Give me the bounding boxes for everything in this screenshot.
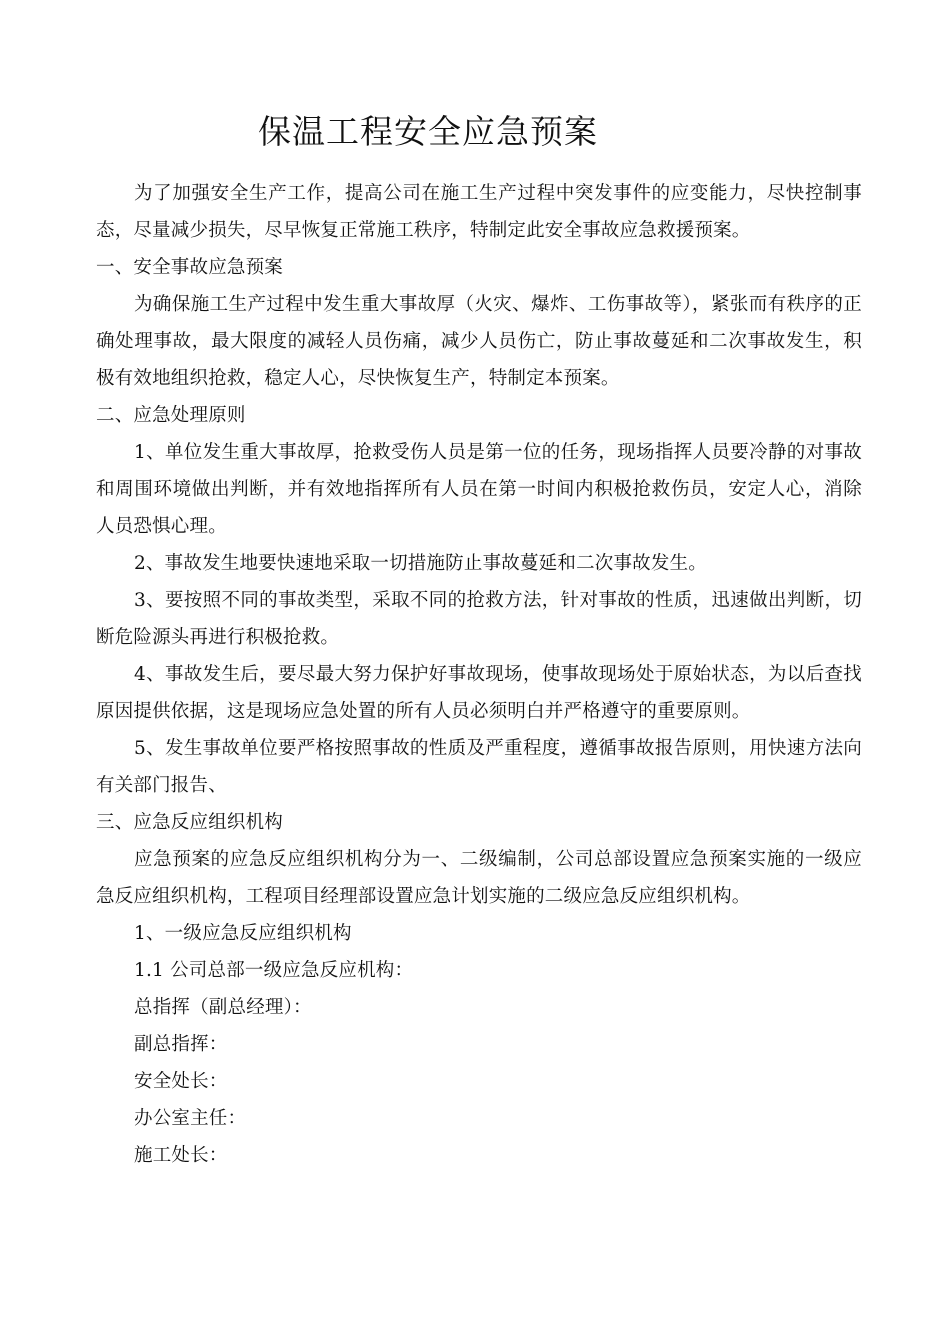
section-1-paragraph: 为确保施工生产过程中发生重大事故厚（火灾、爆炸、工伤事故等），紧张而有秩序的正确处理事故，最大限度的减轻人员伤痛，减少人员伤亡，防止事故蔓延和二次事故发生，积极有效地组织抢救，稳定人心，尽快恢复生产，特制定本预案。: [96, 294, 862, 389]
role-safety-chief: 安全处长：: [134, 1071, 228, 1092]
document-title: 保温工程安全应急预案: [258, 112, 598, 151]
principle-3: 3、要按照不同的事故类型，采取不同的抢救方法，针对事故的性质，迅速做出判断，切断危险源头再进行积极抢救。: [96, 590, 862, 648]
intro-paragraph: 为了加强安全生产工作，提高公司在施工生产过程中突发事件的应变能力，尽快控制事态，尽量减少损失，尽早恢复正常施工秩序，特制定此安全事故应急救援预案。: [96, 183, 862, 241]
section-heading-3: 三、应急反应组织机构: [96, 812, 284, 833]
principle-5: 5、发生事故单位要严格按照事故的性质及严重程度，遵循事故报告原则，用快速方法向有关部门报告、: [96, 738, 862, 796]
principle-2: 2、事故发生地要快速地采取一切措施防止事故蔓延和二次事故发生。: [134, 553, 707, 574]
role-office-director: 办公室主任：: [134, 1108, 247, 1129]
section-heading-1: 一、安全事故应急预案: [96, 257, 284, 278]
section-3-paragraph: 应急预案的应急反应组织机构分为一、二级编制，公司总部设置应急预案实施的一级应急反应组织机构，工程项目经理部设置应急计划实施的二级应急反应组织机构。: [96, 849, 862, 907]
subsection-1: 1、一级应急反应组织机构: [134, 923, 352, 944]
principle-4: 4、事故发生后，要尽最大努力保护好事故现场，使事故现场处于原始状态，为以后查找原因提供依据，这是现场应急处置的所有人员必须明白并严格遵守的重要原则。: [96, 664, 862, 722]
document-body: [96, 175, 862, 1174]
role-commander: 总指挥（副总经理）：: [134, 997, 312, 1018]
role-deputy-commander: 副总指挥：: [134, 1034, 228, 1055]
section-heading-2: 二、应急处理原则: [96, 405, 246, 426]
role-construction-chief: 施工处长：: [134, 1145, 228, 1166]
principle-1: 1、单位发生重大事故厚，抢救受伤人员是第一位的任务，现场指挥人员要冷静的对事故和周围环境做出判断，并有效地指挥所有人员在第一时间内积极抢救伤员，安定人心，消除人员恐惧心理。: [96, 442, 862, 537]
subsection-1-1: 1.1 公司总部一级应急反应机构：: [134, 960, 414, 981]
